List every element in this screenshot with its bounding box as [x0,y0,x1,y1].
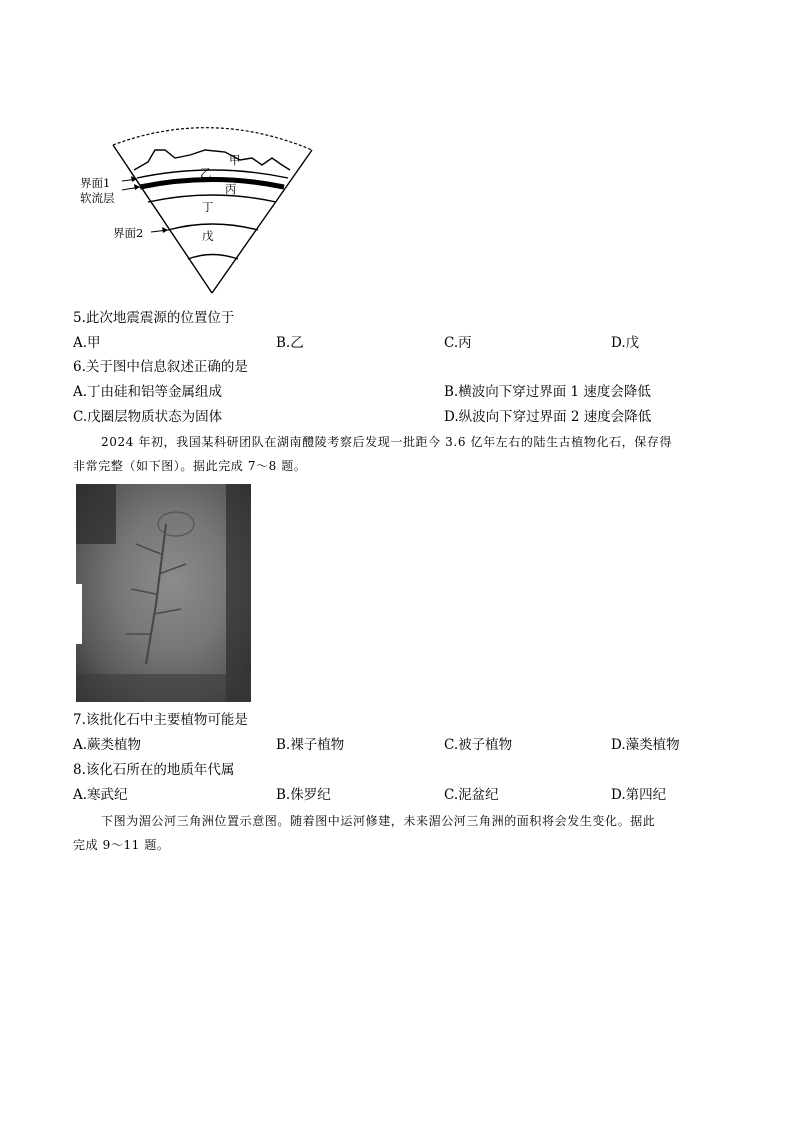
q7-option-a: A.蕨类植物 [73,737,142,753]
label-wu: 戊 [202,229,214,243]
q5-option-c: C.丙 [444,335,472,351]
q5-option-d: D.戊 [611,335,640,351]
sector-right-edge [212,150,312,293]
inner-arc [188,255,238,260]
passage-2-line-1: 下图为湄公河三角洲位置示意图。随着图中运河修建，未来湄公河三角洲的面积将会发生变化。据此 [101,814,656,828]
q5-option-b: B.乙 [276,335,304,351]
label-interface2: 界面2 [113,226,144,240]
q8-option-c: C.泥盆纪 [444,787,499,803]
outer-boundary-dashed [113,128,312,150]
interface2-arrowhead [162,227,168,233]
question-7-stem: 7.该批化石中主要植物可能是 [73,712,248,728]
question-5-stem: 5.此次地震震源的位置位于 [73,310,235,326]
passage-2-line-2: 完成 9～11 题。 [73,838,170,852]
question-8-stem: 8.该化石所在的地质年代属 [73,762,235,778]
label-asthenosphere: 软流层 [80,191,115,205]
label-bing: 丙 [225,182,237,196]
sector-left-edge [113,145,212,293]
q6-option-b: B.横波向下穿过界面 1 速度会降低 [444,384,651,400]
passage-1-line-2: 非常完整（如下图）。据此完成 7～8 题。 [73,459,307,473]
q8-option-a: A.寒武纪 [73,787,128,803]
interface-1-line [137,170,288,178]
label-yi: 乙 [200,166,212,180]
surface-terrain-line [134,150,290,170]
question-6-stem: 6.关于图中信息叙述正确的是 [73,359,248,375]
q6-option-d: D.纵波向下穿过界面 2 速度会降低 [444,409,652,425]
earth-interior-diagram [0,0,794,300]
q7-option-d: D.藻类植物 [611,737,680,753]
plant-fossil-photo [76,484,251,702]
asthenosphere-band [140,180,284,188]
label-interface1: 界面1 [80,176,111,190]
passage-1-line-1: 2024 年初，我国某科研团队在湖南醴陵考察后发现一批距今 3.6 亿年左右的陆生古植物化石，保存得 [101,435,673,449]
label-jia: 甲 [229,153,241,167]
q8-option-d: D.第四纪 [611,787,667,803]
q7-option-c: C.被子植物 [444,737,513,753]
fossil-texture [76,484,251,702]
q5-option-a: A.甲 [73,335,101,351]
q6-option-a: A.丁由硅和铝等金属组成 [73,384,223,400]
q8-option-b: B.侏罗纪 [276,787,331,803]
q7-option-b: B.裸子植物 [276,737,345,753]
label-ding: 丁 [202,200,214,214]
q6-option-c: C.戊圈层物质状态为固体 [73,409,223,425]
